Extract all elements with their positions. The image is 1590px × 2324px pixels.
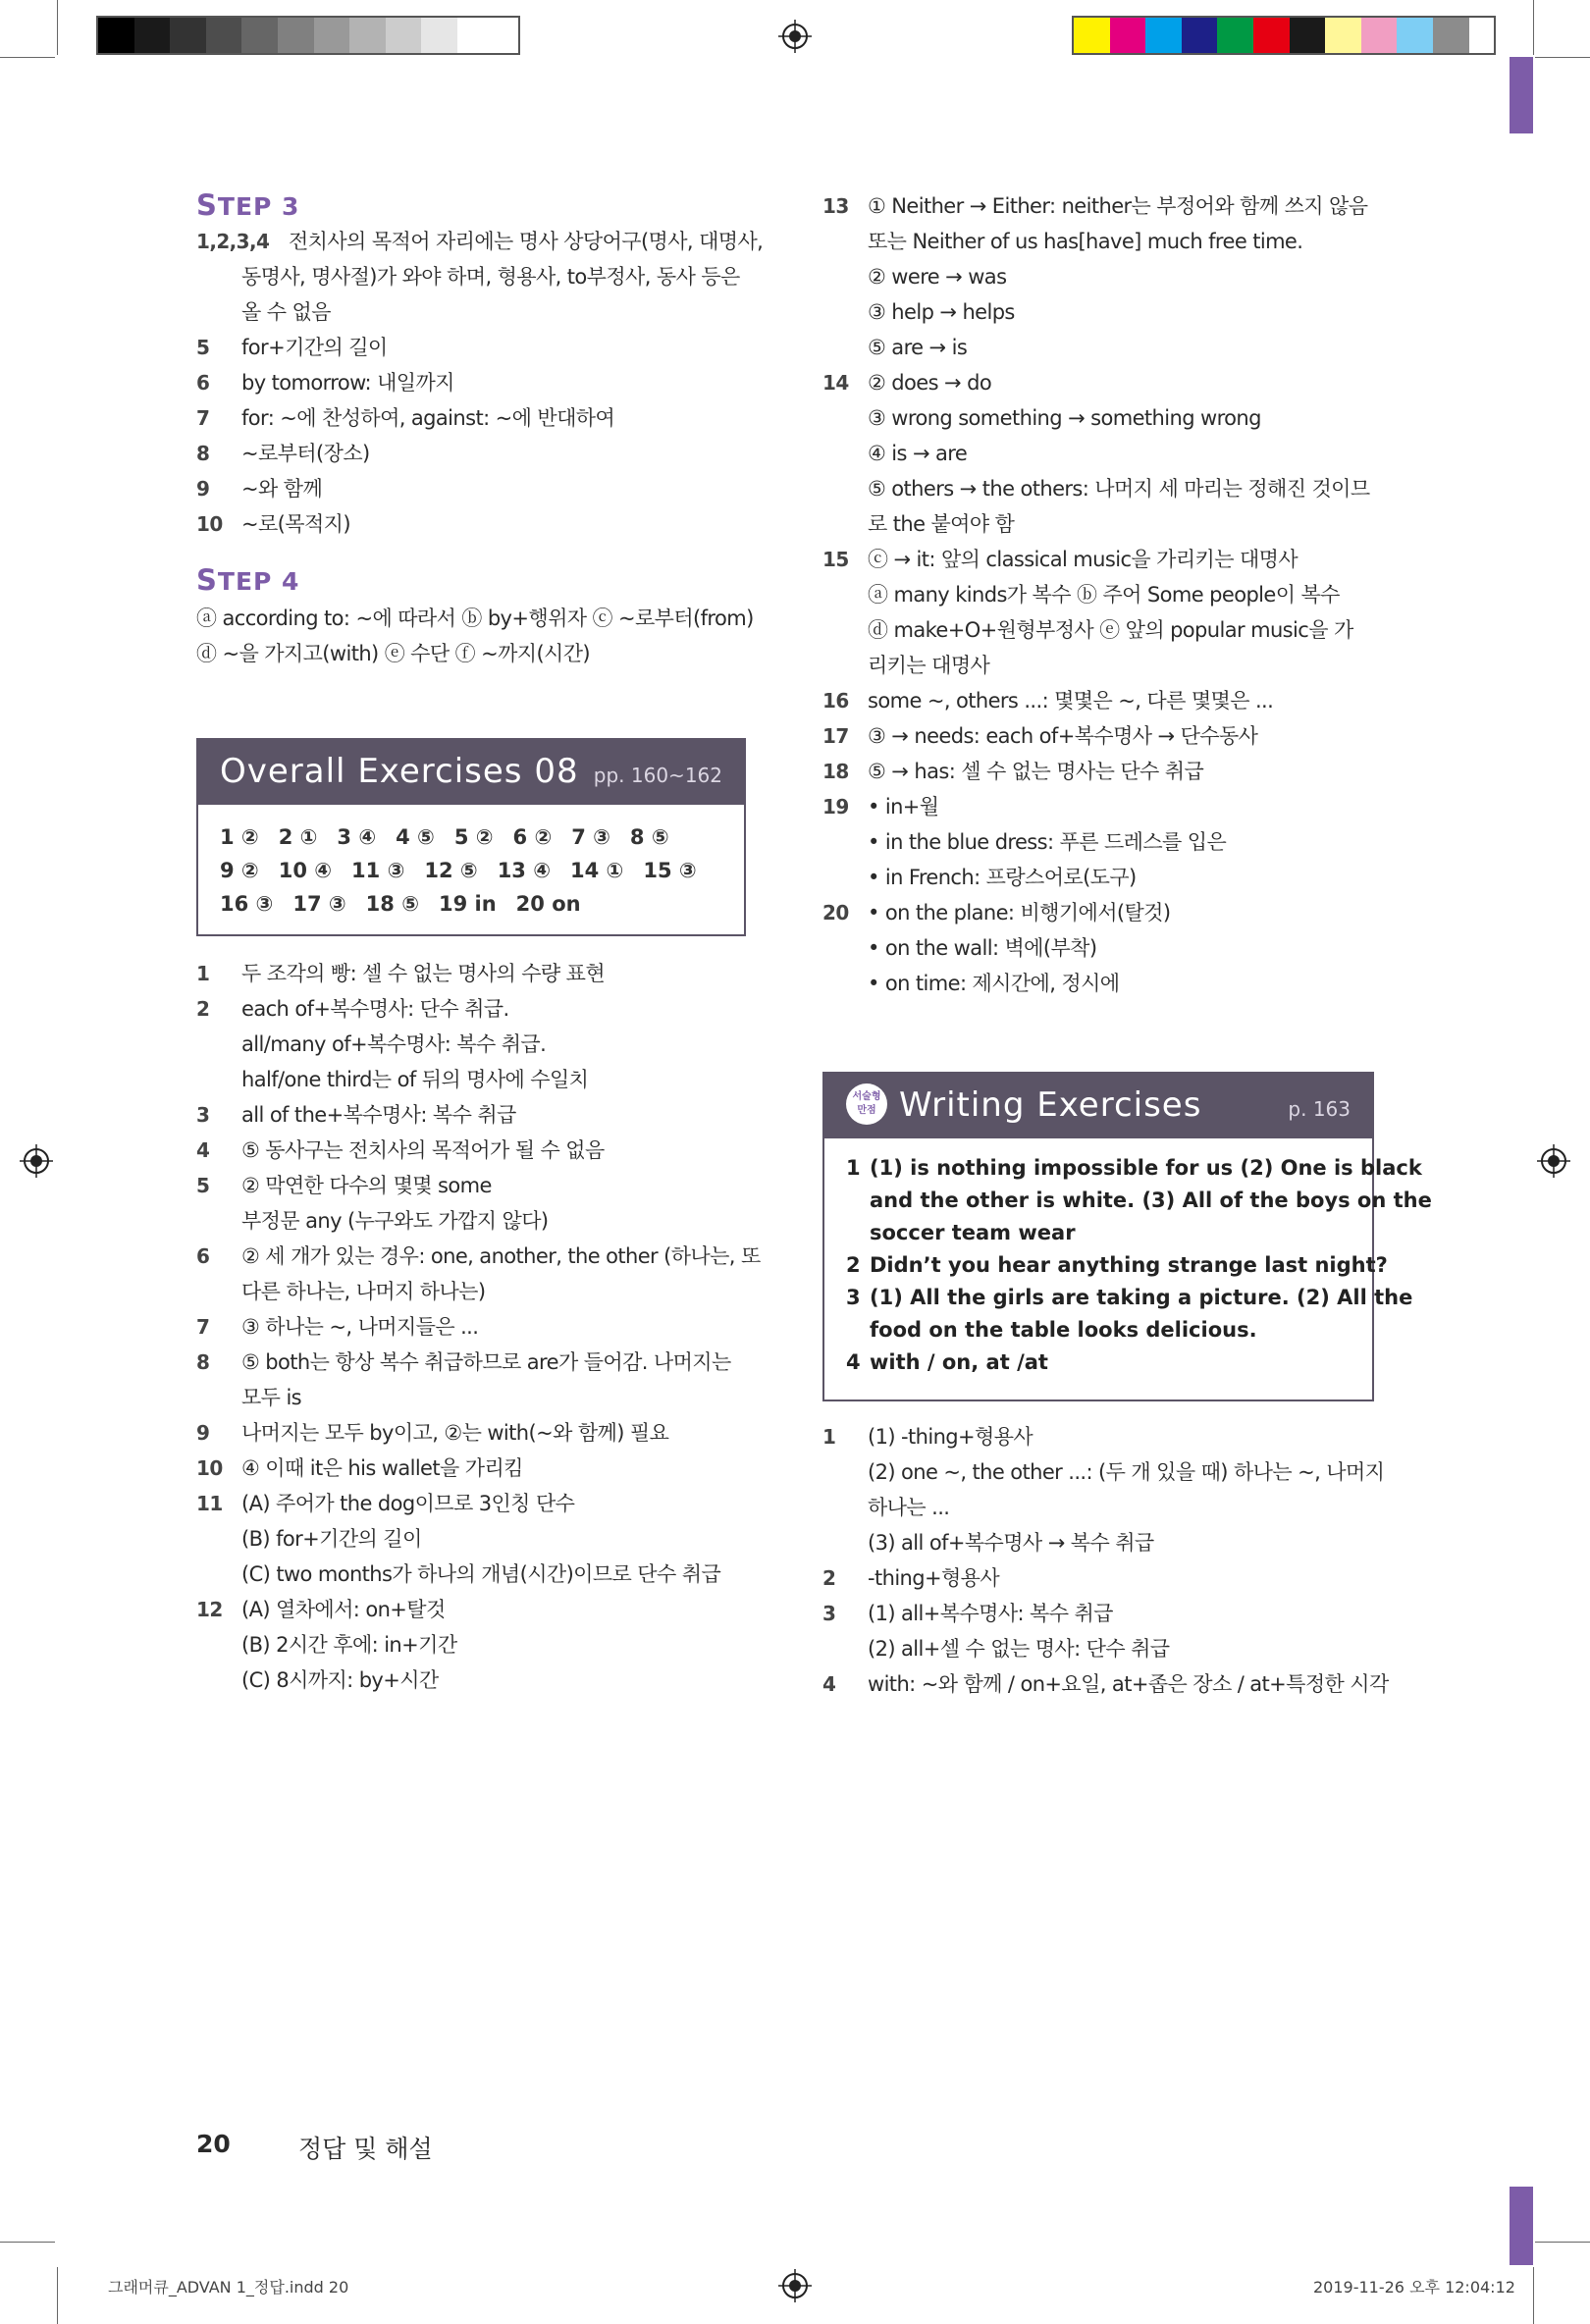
item-line: 다른 하나는, 나머지 하나는) [241, 1280, 486, 1303]
item-line: 전치사의 목적어 자리에는 명사 상당어구(명사, 대명사, [289, 230, 764, 253]
list-item [196, 1592, 785, 1698]
crop-mark [0, 57, 55, 58]
item-number: 4 [822, 1672, 836, 1696]
item-line: 부정문 any (누구와도 가깝지 않다) [241, 1209, 549, 1233]
item-number: 8 [196, 442, 210, 465]
item-line: ④ 이때 it은 his wallet을 가리킴 [241, 1456, 523, 1480]
page-number: 20 [196, 2130, 231, 2158]
item-line: (C) two months가 하나의 개념(시간)이므로 단수 취급 [241, 1562, 721, 1586]
list-item [196, 365, 785, 400]
item-number: 16 [822, 689, 849, 713]
color-swatch [386, 18, 422, 53]
list-item [822, 1560, 1411, 1596]
crop-mark [1533, 0, 1534, 55]
item-line: ② 세 개가 있는 경우: one, another, the other (하나는, 또 [241, 1244, 761, 1268]
item-line: • in+월 [868, 795, 939, 819]
color-swatch [206, 18, 242, 53]
answer-cell: 6 ② [512, 825, 553, 849]
list-item [196, 1168, 785, 1239]
answer-row [220, 887, 716, 921]
item-number: 3 [822, 1602, 836, 1625]
item-line: (3) all of+복수명사 → 복수 취급 [868, 1531, 1154, 1555]
color-swatch [1217, 18, 1253, 53]
color-swatch [1074, 18, 1110, 53]
item-line: ② 막연한 다수의 몇몇 some [241, 1174, 492, 1197]
list-item [196, 1451, 785, 1486]
item-line: • on the wall: 벽에(부착) [868, 936, 1097, 960]
color-swatch [421, 18, 457, 53]
item-number: 19 [822, 795, 849, 819]
answer-cell: 5 ② [453, 825, 494, 849]
color-swatch [241, 18, 278, 53]
answer-row [220, 854, 716, 887]
step4-heading: STEP 4 [196, 563, 300, 597]
list-item [196, 400, 785, 436]
item-line: with / on, at /at [870, 1350, 1048, 1374]
item-number: 20 [822, 901, 849, 924]
step4-line: ⓐ according to: ~에 따라서 ⓑ by+행위자 ⓒ ~로부터(from) [196, 607, 754, 630]
list-item [822, 542, 1411, 683]
item-number: 10 [196, 1456, 223, 1480]
crop-mark [0, 2242, 55, 2243]
list-item [196, 506, 785, 542]
item-line: ② were → was [868, 265, 1007, 289]
step4-line: ⓓ ~을 가지고(with) ⓔ 수단 ⓕ ~까지(시간) [196, 642, 591, 665]
list-item [822, 895, 1411, 1001]
item-line: (C) 8시까지: by+시간 [241, 1668, 439, 1692]
registration-mark-icon [20, 1144, 53, 1178]
overall-exercises-title: Overall Exercises 08 [220, 752, 579, 791]
item-line: food on the table looks delicious. [870, 1318, 1257, 1342]
writing-answer [846, 1347, 1356, 1379]
list-item [196, 956, 785, 991]
writing-badge: 서술형 만점 [846, 1083, 887, 1125]
item-line: 나머지는 모두 by이고, ②는 with(~와 함께) 필요 [241, 1421, 669, 1445]
color-swatch-strip [1072, 16, 1496, 55]
answer-cell: 7 ③ [571, 825, 610, 849]
item-number: 17 [822, 724, 849, 748]
color-swatch [134, 18, 171, 53]
slug-file-info: 그래머큐_ADVAN 1_정답.indd 20 [108, 2278, 349, 2297]
list-item [196, 1415, 785, 1451]
item-line: 올 수 없음 [241, 300, 331, 324]
item-number: 1 [822, 1425, 836, 1449]
item-line: and the other is white. (3) All of the boys on the [870, 1188, 1432, 1212]
item-number: 7 [196, 406, 210, 430]
answer-cell: 2 ① [278, 825, 318, 849]
registration-mark-icon [1537, 1144, 1570, 1178]
item-line: ① Neither → Either: neither는 부정어와 함께 쓰지 않음 [868, 194, 1368, 218]
overall-exercises-box [196, 738, 746, 936]
page-footer-label: 정답 및 해설 [298, 2135, 433, 2163]
color-swatch [1325, 18, 1361, 53]
list-item [196, 1133, 785, 1168]
item-number: 6 [196, 371, 210, 395]
item-line: each of+복수명사: 단수 취급. [241, 997, 509, 1021]
writing-exercises-title: Writing Exercises [899, 1085, 1202, 1125]
item-number: 6 [196, 1244, 210, 1268]
item-line: ⓓ make+O+원형부정사 ⓔ 앞의 popular music을 가 [868, 618, 1353, 642]
list-item [196, 471, 785, 506]
color-swatch [278, 18, 314, 53]
list-item [822, 1596, 1411, 1666]
item-line: (1) -thing+형용사 [868, 1425, 1034, 1449]
answer-cell: 20 on [515, 892, 581, 916]
list-item [196, 1345, 785, 1415]
item-line: (B) for+기간의 길이 [241, 1527, 422, 1551]
item-line: (A) 주어가 the dog이므로 3인칭 단수 [241, 1492, 575, 1515]
list-item [196, 1097, 785, 1133]
answer-cell: 3 ④ [337, 825, 377, 849]
item-line: all/many of+복수명사: 복수 취급. [241, 1032, 547, 1056]
list-item [196, 224, 785, 330]
item-line: ③ help → helps [868, 300, 1015, 324]
list-item [196, 1309, 785, 1345]
item-number: 1,2,3,4 [196, 230, 270, 253]
item-line: ② does → do [868, 371, 992, 395]
list-item [822, 365, 1411, 542]
item-number: 2 [822, 1566, 836, 1590]
item-line: ⓐ many kinds가 복수 ⓑ 주어 Some people이 복수 [868, 583, 1340, 607]
item-number: 4 [196, 1138, 210, 1162]
answer-cell: 16 ③ [220, 892, 274, 916]
item-line: • in the blue dress: 푸른 드레스를 입은 [868, 830, 1227, 854]
item-line: ⑤ are → is [868, 336, 968, 359]
writing-exercises-box [822, 1072, 1432, 1401]
color-swatch [1253, 18, 1290, 53]
item-number: 10 [196, 512, 223, 536]
item-line: ~로(목적지) [241, 512, 350, 536]
item-line: ~와 함께 [241, 477, 323, 501]
item-line: ⓒ → it: 앞의 classical music을 가리키는 대명사 [868, 548, 1298, 571]
item-line: (A) 열차에서: on+탈것 [241, 1598, 446, 1621]
item-line: ⑤ others → the others: 나머지 세 마리는 정해진 것이므 [868, 477, 1370, 501]
item-number: 12 [196, 1598, 223, 1621]
writing-answer [846, 1282, 1413, 1347]
answer-cell: 1 ② [220, 825, 259, 849]
writing-exercises-header [824, 1074, 1372, 1138]
crop-mark [1535, 2242, 1590, 2243]
registration-mark-icon [778, 20, 812, 53]
item-line: (2) all+셀 수 없는 명사: 단수 취급 [868, 1637, 1170, 1661]
list-item [196, 436, 785, 471]
answer-cell: 9 ② [220, 859, 259, 882]
registration-mark-icon [778, 2269, 812, 2302]
color-swatch [349, 18, 386, 53]
list-item [196, 330, 785, 365]
color-swatch [1182, 18, 1218, 53]
item-line: soccer team wear [870, 1221, 1076, 1244]
answer-cell: 14 ① [570, 859, 624, 882]
item-line: ~로부터(장소) [241, 442, 370, 465]
crop-mark [57, 0, 58, 55]
answer-cell: 19 in [438, 892, 497, 916]
item-number: 2 [196, 997, 210, 1021]
item-line: ③ 하나는 ~, 나머지들은 ... [241, 1315, 479, 1339]
item-number: 7 [196, 1315, 210, 1339]
item-line: ⑤ 동사구는 전치사의 목적어가 될 수 없음 [241, 1138, 605, 1162]
item-line: 또는 Neither of us has[have] much free time. [868, 230, 1303, 253]
chapter-tab [1510, 2187, 1533, 2265]
item-line: for+기간의 길이 [241, 336, 388, 359]
answer-cell: 15 ③ [643, 859, 697, 882]
item-number: 13 [822, 194, 849, 218]
item-line: (1) All the girls are taking a picture. (2) All the [870, 1286, 1413, 1309]
answer-cell: 4 ⑤ [396, 825, 435, 849]
gray-swatch-strip [96, 16, 520, 55]
item-number: 4 [846, 1350, 861, 1374]
item-line: 로 the 붙여야 함 [868, 512, 1015, 536]
item-line: ④ is → are [868, 442, 968, 465]
item-number: 3 [196, 1103, 210, 1127]
item-line: • in French: 프랑스어로(도구) [868, 866, 1137, 889]
item-line: • on the plane: 비행기에서(탈것) [868, 901, 1171, 924]
list-item [822, 789, 1411, 895]
list-item [822, 1666, 1411, 1702]
list-item [822, 718, 1411, 754]
crop-mark [57, 2267, 58, 2324]
list-item [822, 188, 1411, 365]
item-line: (2) one ~, the other ...: (두 개 있을 때) 하나는 ~, 나머지 [868, 1460, 1385, 1484]
item-line: • on time: 제시간에, 정시에 [868, 972, 1120, 995]
answer-cell: 13 ④ [497, 859, 552, 882]
writing-exercises-pages: p. 163 [1288, 1097, 1351, 1121]
writing-answer [846, 1249, 1388, 1282]
list-item [196, 1486, 785, 1592]
crop-mark [1533, 2267, 1534, 2324]
color-swatch [1361, 18, 1398, 53]
item-line: ⑤ both는 항상 복수 취급하므로 are가 들어감. 나머지는 [241, 1350, 731, 1374]
item-line: 하나는 ... [868, 1496, 950, 1519]
item-number: 1 [846, 1156, 861, 1180]
item-line: by tomorrow: 내일까지 [241, 371, 454, 395]
list-item [196, 991, 785, 1097]
item-line: 리키는 대명사 [868, 654, 990, 677]
item-line: for: ~에 찬성하여, against: ~에 반대하여 [241, 406, 615, 430]
item-line: -thing+형용사 [868, 1566, 1000, 1590]
color-swatch [1433, 18, 1469, 53]
crop-mark [1535, 57, 1590, 58]
color-swatch [1110, 18, 1146, 53]
item-number: 5 [196, 336, 210, 359]
item-line: ⑤ → has: 셀 수 없는 명사는 단수 취급 [868, 760, 1204, 783]
item-line: all of the+복수명사: 복수 취급 [241, 1103, 516, 1127]
item-line: (1) all+복수명사: 복수 취급 [868, 1602, 1113, 1625]
answer-cell: 17 ③ [292, 892, 346, 916]
color-swatch [1397, 18, 1433, 53]
item-line: half/one third는 of 뒤의 명사에 수일치 [241, 1068, 589, 1091]
item-line: (1) is nothing impossible for us (2) One is black [870, 1156, 1422, 1180]
item-line: ③ → needs: each of+복수명사 → 단수동사 [868, 724, 1258, 748]
chapter-tab [1510, 57, 1533, 133]
answer-cell: 18 ⑤ [365, 892, 419, 916]
item-line: some ~, others ...: 몇몇은 ~, 다른 몇몇은 ... [868, 689, 1274, 713]
answer-row [220, 820, 716, 854]
item-number: 8 [196, 1350, 210, 1374]
overall-exercises-pages: pp. 160~162 [593, 764, 722, 787]
item-line: 모두 is [241, 1386, 302, 1409]
item-line: 두 조각의 빵: 셀 수 없는 명사의 수량 표현 [241, 962, 606, 985]
list-item [822, 754, 1411, 789]
color-swatch [170, 18, 206, 53]
answer-cell: 11 ③ [351, 859, 405, 882]
item-number: 9 [196, 477, 210, 501]
list-item [196, 1239, 785, 1309]
step3-heading: STEP 3 [196, 188, 300, 222]
item-number: 18 [822, 760, 849, 783]
list-item [822, 1419, 1411, 1560]
item-number: 1 [196, 962, 210, 985]
color-swatch [457, 18, 494, 53]
answer-cell: 8 ⑤ [629, 825, 669, 849]
color-swatch [98, 18, 134, 53]
answer-cell: 10 ④ [278, 859, 333, 882]
item-line: (B) 2시간 후에: in+기간 [241, 1633, 457, 1657]
slug-timestamp: 2019-11-26 오후 12:04:12 [1313, 2278, 1515, 2297]
writing-answer [846, 1152, 1432, 1249]
item-line: 동명사, 명사절)가 와야 하며, 형용사, to부정사, 동사 등은 [241, 265, 740, 289]
item-number: 9 [196, 1421, 210, 1445]
item-line: with: ~와 함께 / on+요일, at+좁은 장소 / at+특정한 시각 [868, 1672, 1389, 1696]
item-number: 11 [196, 1492, 223, 1515]
answer-cell: 12 ⑤ [424, 859, 478, 882]
color-swatch [1290, 18, 1326, 53]
item-line: ③ wrong something → something wrong [868, 406, 1261, 430]
item-number: 15 [822, 548, 849, 571]
answer-key [220, 820, 716, 921]
list-item [822, 683, 1411, 718]
color-swatch [1145, 18, 1182, 53]
item-number: 14 [822, 371, 849, 395]
item-number: 3 [846, 1286, 861, 1309]
item-number: 2 [846, 1253, 861, 1277]
item-line: Didn’t you hear anything strange last night? [870, 1253, 1388, 1277]
item-number: 5 [196, 1174, 210, 1197]
overall-exercises-header [198, 740, 744, 805]
color-swatch [314, 18, 350, 53]
